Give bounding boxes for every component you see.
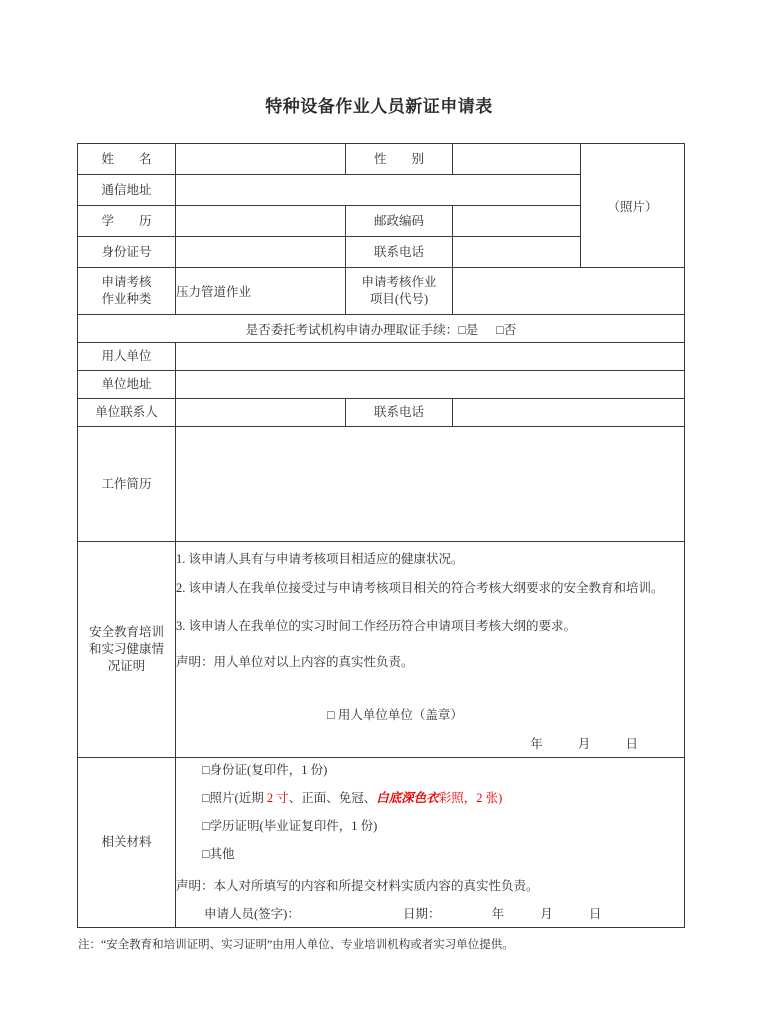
employer-address-label: 单位地址 [78, 371, 176, 399]
photo-placeholder-cell[interactable]: （照片） [581, 144, 685, 268]
page-title: 特种设备作业人员新证申请表 [265, 97, 493, 116]
row-safety-section [78, 542, 685, 758]
row-employer [78, 343, 685, 371]
material-photo-text-5: 彩照，2 张) [438, 791, 503, 805]
gender-input-cell[interactable] [453, 144, 581, 175]
work-type-label-line1: 申请考核 [101, 275, 152, 289]
row-employer-contact [78, 399, 685, 427]
entrust-yes-checkbox[interactable]: □是 [458, 322, 479, 337]
safety-label-line3: 况证明 [107, 659, 146, 673]
phone-input-cell[interactable] [453, 237, 581, 268]
project-code-input-cell[interactable] [453, 268, 685, 315]
safety-section-content [176, 542, 685, 758]
safety-date-day: 日 [625, 736, 638, 751]
mailing-address-label: 通信地址 [78, 175, 176, 206]
safety-section-label [78, 542, 176, 758]
employer-label: 用人单位 [78, 343, 176, 371]
application-form-table [77, 143, 685, 928]
work-type-label [78, 268, 176, 315]
footnote: 注：“安全教育和培训证明、实习证明”由用人单位、专业培训机构或者实习单位提供。 [78, 939, 514, 951]
safety-date-month: 月 [577, 736, 591, 751]
date-year: 年 [491, 907, 505, 921]
applicant-sign-line [176, 906, 684, 923]
name-input-cell[interactable] [176, 144, 346, 175]
work-history-input-cell[interactable] [176, 427, 685, 542]
entrust-row-cell [78, 315, 685, 343]
row-employer-address [78, 371, 685, 399]
applicant-signature-label[interactable]: 申请人员(签字)： [204, 907, 300, 921]
safety-date-year: 年 [530, 736, 543, 751]
row-name-gender [78, 144, 685, 175]
phone-label: 联系电话 [346, 237, 453, 268]
safety-label-line1: 安全教育培训 [88, 625, 164, 639]
work-type-label-line2: 作业种类 [101, 292, 152, 306]
material-id-card-checkbox[interactable]: □身份证(复印件，1 份) [202, 763, 328, 777]
education-label: 学 历 [78, 206, 176, 237]
row-work-type [78, 268, 685, 315]
material-photo-text-1: □照片(近期 [202, 791, 267, 805]
row-materials-section [78, 758, 685, 928]
entrust-question-text: 是否委托考试机构申请办理取证手续： [245, 322, 459, 337]
safety-declaration: 声明：用人单位对以上内容的真实性负责。 [176, 654, 414, 669]
material-photo-text-2: 2 寸 [266, 791, 289, 805]
material-photo-checkbox[interactable] [202, 790, 684, 807]
employer-address-input-cell[interactable] [176, 371, 685, 399]
employer-phone-input-cell[interactable] [453, 399, 685, 427]
row-work-history [78, 427, 685, 542]
work-type-value-cell[interactable]: 压力管道作业 [176, 268, 346, 315]
entrust-no-checkbox[interactable]: □否 [496, 322, 517, 337]
id-number-input-cell[interactable] [176, 237, 346, 268]
work-history-label: 工作简历 [78, 427, 176, 542]
employer-contact-input-cell[interactable] [176, 399, 346, 427]
name-label: 姓 名 [78, 144, 176, 175]
material-other-checkbox[interactable]: □其他 [202, 847, 235, 861]
employer-phone-label: 联系电话 [346, 399, 453, 427]
date-day: 日 [588, 907, 602, 921]
safety-label-line2: 和实习健康情 [88, 642, 164, 656]
postal-code-input-cell[interactable] [453, 206, 581, 237]
material-photo-text-3: 、正面、免冠、 [288, 791, 377, 805]
date-month: 月 [540, 907, 553, 921]
postal-code-label: 邮政编码 [346, 206, 453, 237]
date-label: 日期： [402, 907, 441, 921]
mailing-address-input-cell[interactable] [176, 175, 581, 206]
safety-item-1: 1. 该申请人具有与申请考核项目相适应的健康状况。 [176, 551, 464, 566]
education-input-cell[interactable] [176, 206, 346, 237]
safety-item-2: 2. 该申请人在我单位接受过与申请考核项目相关的符合考核大纲要求的安全教育和培训。 [176, 580, 664, 595]
employer-input-cell[interactable] [176, 343, 685, 371]
safety-date-line [176, 736, 684, 753]
materials-declaration: 声明：本人对所填写的内容和所提交材料实质内容的真实性负责。 [176, 879, 539, 893]
id-number-label: 身份证号 [78, 237, 176, 268]
gender-label: 性 别 [346, 144, 453, 175]
project-code-label [346, 268, 453, 315]
employer-contact-label: 单位联系人 [78, 399, 176, 427]
material-education-checkbox[interactable]: □学历证明(毕业证复印件，1 份) [202, 819, 378, 833]
materials-label: 相关材料 [78, 758, 176, 928]
material-photo-text-4: 白底深色衣 [376, 791, 439, 805]
safety-item-3: 3. 该申请人在我单位的实习时间工作经历符合申请项目考核大纲的要求。 [176, 618, 577, 633]
project-code-label-line1: 申请考核作业 [361, 275, 437, 289]
row-entrust [78, 315, 685, 343]
employer-stamp-checkbox[interactable]: □ 用人单位单位（盖章） [327, 707, 463, 722]
project-code-label-line2: 项目(代号) [369, 292, 429, 306]
materials-section-content [176, 758, 685, 928]
